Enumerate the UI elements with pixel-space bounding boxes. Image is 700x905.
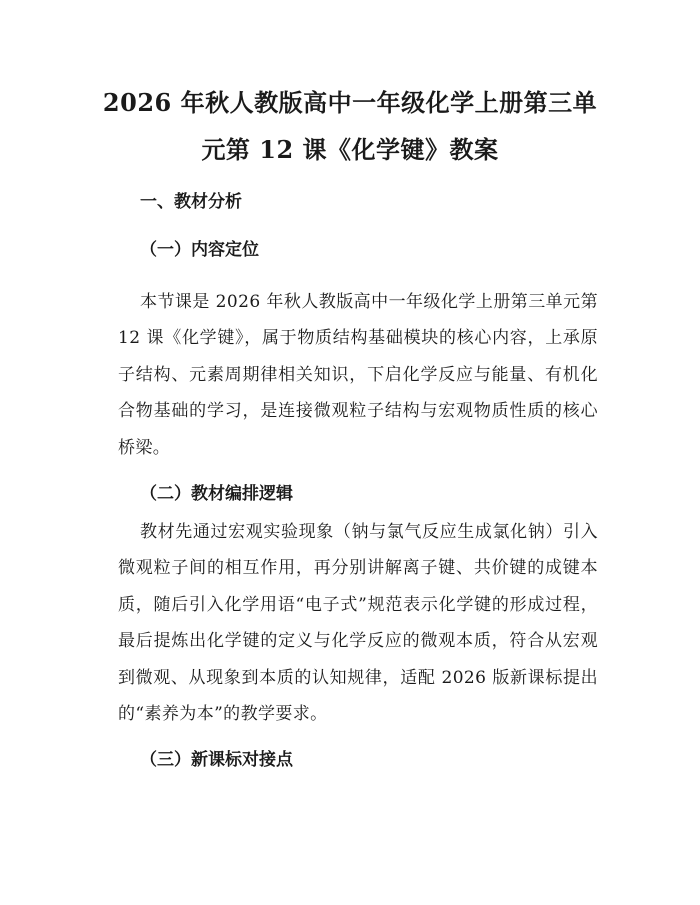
paragraph-textbook-arrangement: 教材先通过宏观实验现象（钠与氯气反应生成氯化钠）引入微观粒子间的相互作用，再分别讲解离子键、共价键的成键本质，随后引入化学用语“电子式”规范表示化学键的形成过程，最后提炼出化学键的定义与化学反应的微观本质，符合从宏观到微观、从现象到本质的认知规律，适配 2026 版新课标提出的“素养为本”的教学要求。 xyxy=(118,522,598,725)
paragraph-content-positioning: 本节课是 2026 年秋人教版高中一年级化学上册第三单元第 12 课《化学键》，属于物质结构基础模块的核心内容，上承原子结构、元素周期律相关知识，下启化学反应与能量、有机化合物基础的学习，是连接微观粒子结构与宏观物质性质的核心桥梁。 xyxy=(118,292,598,458)
subsection-heading-textbook-arrangement: （二）教材编排逻辑 xyxy=(140,484,293,504)
document-title-line-2: 元第 12 课《化学键》教案 xyxy=(201,135,499,164)
subsection-heading-content-positioning: （一）内容定位 xyxy=(140,240,259,260)
document-title-line-1: 2026 年秋人教版高中一年级化学上册第三单 xyxy=(102,88,598,117)
subsection-heading-curriculum-standards: （三）新课标对接点 xyxy=(140,750,293,770)
section-heading-textbook-analysis: 一、教材分析 xyxy=(140,192,242,212)
